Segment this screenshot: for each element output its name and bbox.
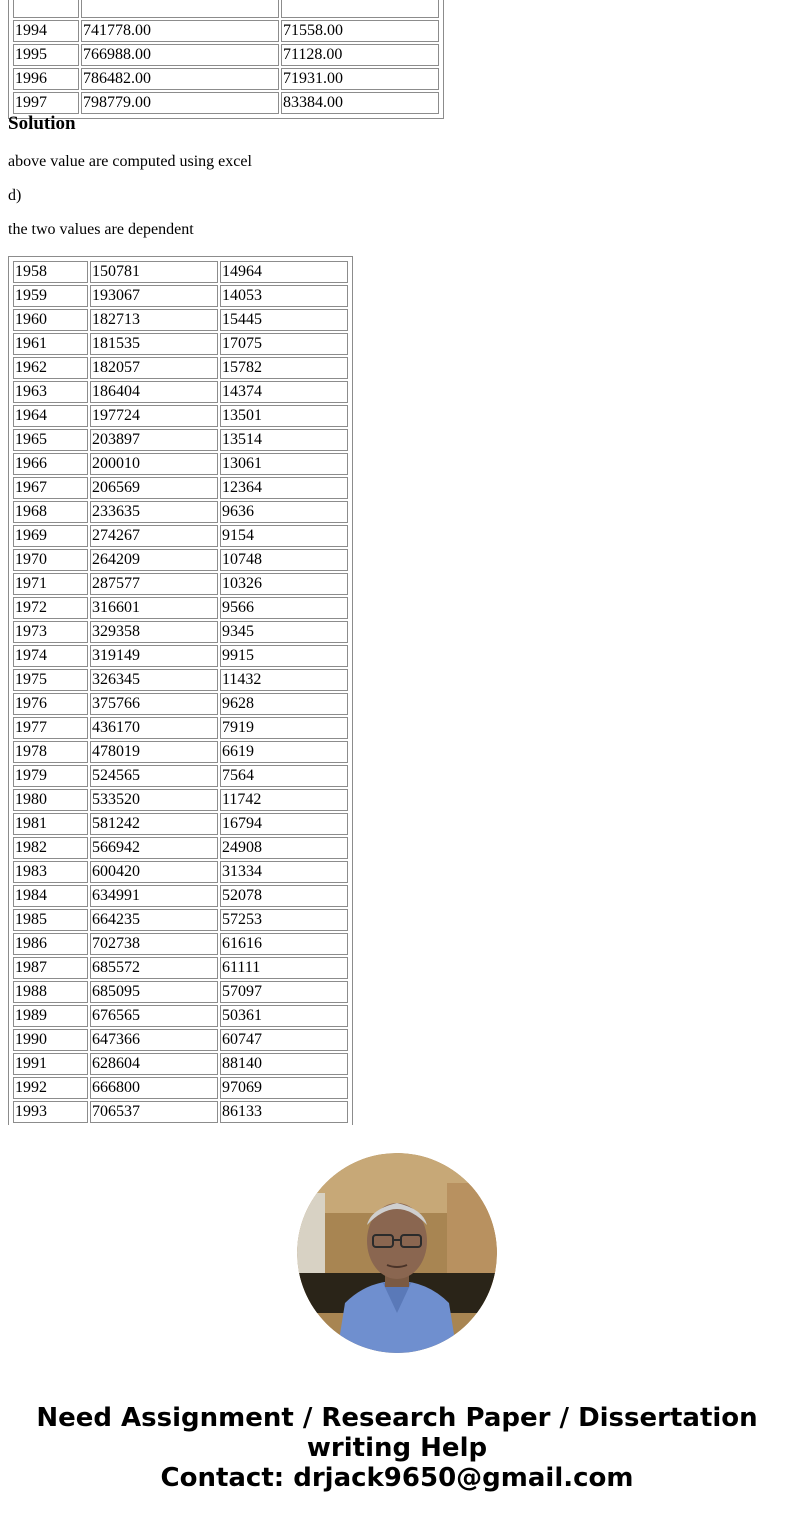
year-cell: 1970 [13, 549, 88, 571]
second-value-cell: 9566 [220, 597, 348, 619]
promo-banner [0, 1403, 794, 1493]
solution-part-label: d) [8, 187, 22, 204]
second-value-cell: 13514 [220, 429, 348, 451]
second-value-cell: 71558.00 [281, 20, 439, 42]
second-value-cell: 15445 [220, 309, 348, 331]
year-cell: 1978 [13, 741, 88, 763]
value-cell: 182057 [90, 357, 218, 379]
promo-line-2: writing Help [306, 1433, 488, 1463]
second-value-cell: 16794 [220, 813, 348, 835]
second-value-cell: 15782 [220, 357, 348, 379]
year-cell: 1995 [13, 44, 79, 66]
year-cell: 1993 [13, 1101, 88, 1123]
year-cell: 1971 [13, 573, 88, 595]
value-cell: 287577 [90, 573, 218, 595]
table-row [13, 1005, 348, 1027]
second-value-cell: 24908 [220, 837, 348, 859]
value-cell: 798779.00 [81, 92, 279, 114]
table-row [13, 933, 348, 955]
second-value-cell: 9628 [220, 693, 348, 715]
value-cell: 193067 [90, 285, 218, 307]
second-value-cell: 14374 [220, 381, 348, 403]
year-cell: 1986 [13, 933, 88, 955]
table-row [13, 68, 439, 90]
second-value-cell: 7919 [220, 717, 348, 739]
year-cell: 1991 [13, 1053, 88, 1075]
table-row [13, 44, 439, 66]
table-row [13, 429, 348, 451]
year-cell: 1989 [13, 1005, 88, 1027]
second-value-cell: 61616 [220, 933, 348, 955]
second-value-cell: 86133 [220, 1101, 348, 1123]
promo-line-1: Need Assignment / Research Paper / Dissertation [36, 1403, 758, 1433]
value-cell: 329358 [90, 621, 218, 643]
year-cell: 1984 [13, 885, 88, 907]
main-data-table [11, 259, 350, 1125]
value-cell: 664235 [90, 909, 218, 931]
table-row [13, 573, 348, 595]
second-value-cell: 71128.00 [281, 44, 439, 66]
value-cell: 203897 [90, 429, 218, 451]
value-cell: 436170 [90, 717, 218, 739]
table-row [13, 501, 348, 523]
author-avatar [297, 1153, 497, 1353]
year-cell: 1969 [13, 525, 88, 547]
value-cell: 685572 [90, 957, 218, 979]
table-row [13, 92, 439, 114]
value-cell: 319149 [90, 645, 218, 667]
table-row [13, 861, 348, 883]
second-value-cell: 52078 [220, 885, 348, 907]
solution-text-excel: above value are computed using excel [8, 153, 252, 170]
year-cell: 1976 [13, 693, 88, 715]
second-value-cell: 17075 [220, 333, 348, 355]
table-row [13, 357, 348, 379]
year-cell: 1992 [13, 1077, 88, 1099]
table-row [13, 1029, 348, 1051]
year-cell: 1966 [13, 453, 88, 475]
value-cell: 634991 [90, 885, 218, 907]
second-value-cell: 88140 [220, 1053, 348, 1075]
table-row [13, 525, 348, 547]
second-value-cell: 9345 [220, 621, 348, 643]
year-cell: 1962 [13, 357, 88, 379]
second-value-cell: 6619 [220, 741, 348, 763]
table-row [13, 957, 348, 979]
table-row [13, 789, 348, 811]
value-cell: 647366 [90, 1029, 218, 1051]
solution-conclusion: the two values are dependent [8, 221, 194, 238]
year-cell: 1967 [13, 477, 88, 499]
value-cell: 685095 [90, 981, 218, 1003]
second-value-cell: 10326 [220, 573, 348, 595]
value-cell: 478019 [90, 741, 218, 763]
value-cell: 566942 [90, 837, 218, 859]
year-cell: 1965 [13, 429, 88, 451]
year-cell: 1959 [13, 285, 88, 307]
table-row [13, 285, 348, 307]
value-cell: 264209 [90, 549, 218, 571]
year-cell: 1997 [13, 92, 79, 114]
top-table-body [13, 0, 439, 114]
second-value-cell: 97069 [220, 1077, 348, 1099]
table-row [13, 20, 439, 42]
table-row [13, 765, 348, 787]
second-value-cell: 57253 [220, 909, 348, 931]
year-cell: 1990 [13, 1029, 88, 1051]
year-cell: 1972 [13, 597, 88, 619]
value-cell: 581242 [90, 813, 218, 835]
value-cell: 676565 [90, 1005, 218, 1027]
table-row [13, 1101, 348, 1123]
value-cell: 197724 [90, 405, 218, 427]
value-cell: 766988.00 [81, 44, 279, 66]
table-row [13, 309, 348, 331]
table-row [13, 597, 348, 619]
value-cell: 186404 [90, 381, 218, 403]
value-cell: 375766 [90, 693, 218, 715]
table-row [13, 981, 348, 1003]
year-cell: 1977 [13, 717, 88, 739]
value-cell: 233635 [90, 501, 218, 523]
table-row [13, 813, 348, 835]
second-value-cell: 14964 [220, 261, 348, 283]
second-value-cell: 50361 [220, 1005, 348, 1027]
year-cell: 1996 [13, 68, 79, 90]
table-row [13, 1053, 348, 1075]
main-table-body [13, 261, 348, 1123]
year-cell: 1974 [13, 645, 88, 667]
main-table-frame [8, 256, 353, 1125]
value-cell: 706537 [90, 1101, 218, 1123]
second-value-cell: 7564 [220, 765, 348, 787]
table-row [13, 717, 348, 739]
year-cell: 1960 [13, 309, 88, 331]
value-cell: 150781 [90, 261, 218, 283]
author-photo [297, 1153, 497, 1353]
solution-heading: Solution [8, 113, 76, 134]
second-value-cell: 13501 [220, 405, 348, 427]
year-cell: 1983 [13, 861, 88, 883]
second-value-cell: 9636 [220, 501, 348, 523]
value-cell: 666800 [90, 1077, 218, 1099]
value-cell: 524565 [90, 765, 218, 787]
year-cell: 1987 [13, 957, 88, 979]
second-value-cell: 71931.00 [281, 68, 439, 90]
second-value-cell: 12364 [220, 477, 348, 499]
table-row [13, 621, 348, 643]
top-table-frame [8, 0, 444, 119]
year-cell: 1964 [13, 405, 88, 427]
value-cell: 182713 [90, 309, 218, 331]
table-row [13, 669, 348, 691]
table-row [13, 477, 348, 499]
year-cell: 1968 [13, 501, 88, 523]
table-row [13, 381, 348, 403]
table-row [13, 549, 348, 571]
value-cell: 181535 [90, 333, 218, 355]
year-cell: 1979 [13, 765, 88, 787]
year-cell: 1958 [13, 261, 88, 283]
promo-contact: Contact: drjack9650@gmail.com [160, 1463, 634, 1493]
second-value-cell: 57097 [220, 981, 348, 1003]
table-row [13, 333, 348, 355]
value-cell: 326345 [90, 669, 218, 691]
year-cell: 1985 [13, 909, 88, 931]
table-row [13, 885, 348, 907]
second-value-cell: 9915 [220, 645, 348, 667]
value-cell: 741778.00 [81, 20, 279, 42]
second-value-cell: 13061 [220, 453, 348, 475]
second-value-cell: 9154 [220, 525, 348, 547]
year-cell: 1994 [13, 20, 79, 42]
second-value-cell: 11432 [220, 669, 348, 691]
second-value-cell: 83384.00 [281, 92, 439, 114]
value-cell: 206569 [90, 477, 218, 499]
table-row [13, 261, 348, 283]
year-cell: 1982 [13, 837, 88, 859]
table-row [13, 1077, 348, 1099]
year-cell: 1961 [13, 333, 88, 355]
table-row [13, 837, 348, 859]
value-cell: 628604 [90, 1053, 218, 1075]
table-stub-row [13, 0, 439, 18]
value-cell: 533520 [90, 789, 218, 811]
year-cell: 1973 [13, 621, 88, 643]
year-cell: 1981 [13, 813, 88, 835]
top-data-table [11, 0, 441, 116]
value-cell: 200010 [90, 453, 218, 475]
second-value-cell: 14053 [220, 285, 348, 307]
table-row [13, 909, 348, 931]
second-value-cell: 11742 [220, 789, 348, 811]
value-cell: 600420 [90, 861, 218, 883]
year-cell: 1988 [13, 981, 88, 1003]
value-cell: 316601 [90, 597, 218, 619]
value-cell: 702738 [90, 933, 218, 955]
table-row [13, 693, 348, 715]
value-cell: 786482.00 [81, 68, 279, 90]
table-row [13, 741, 348, 763]
year-cell: 1963 [13, 381, 88, 403]
table-row [13, 645, 348, 667]
second-value-cell: 60747 [220, 1029, 348, 1051]
table-row [13, 453, 348, 475]
second-value-cell: 10748 [220, 549, 348, 571]
value-cell: 274267 [90, 525, 218, 547]
second-value-cell: 31334 [220, 861, 348, 883]
year-cell: 1980 [13, 789, 88, 811]
table-row [13, 405, 348, 427]
year-cell: 1975 [13, 669, 88, 691]
second-value-cell: 61111 [220, 957, 348, 979]
